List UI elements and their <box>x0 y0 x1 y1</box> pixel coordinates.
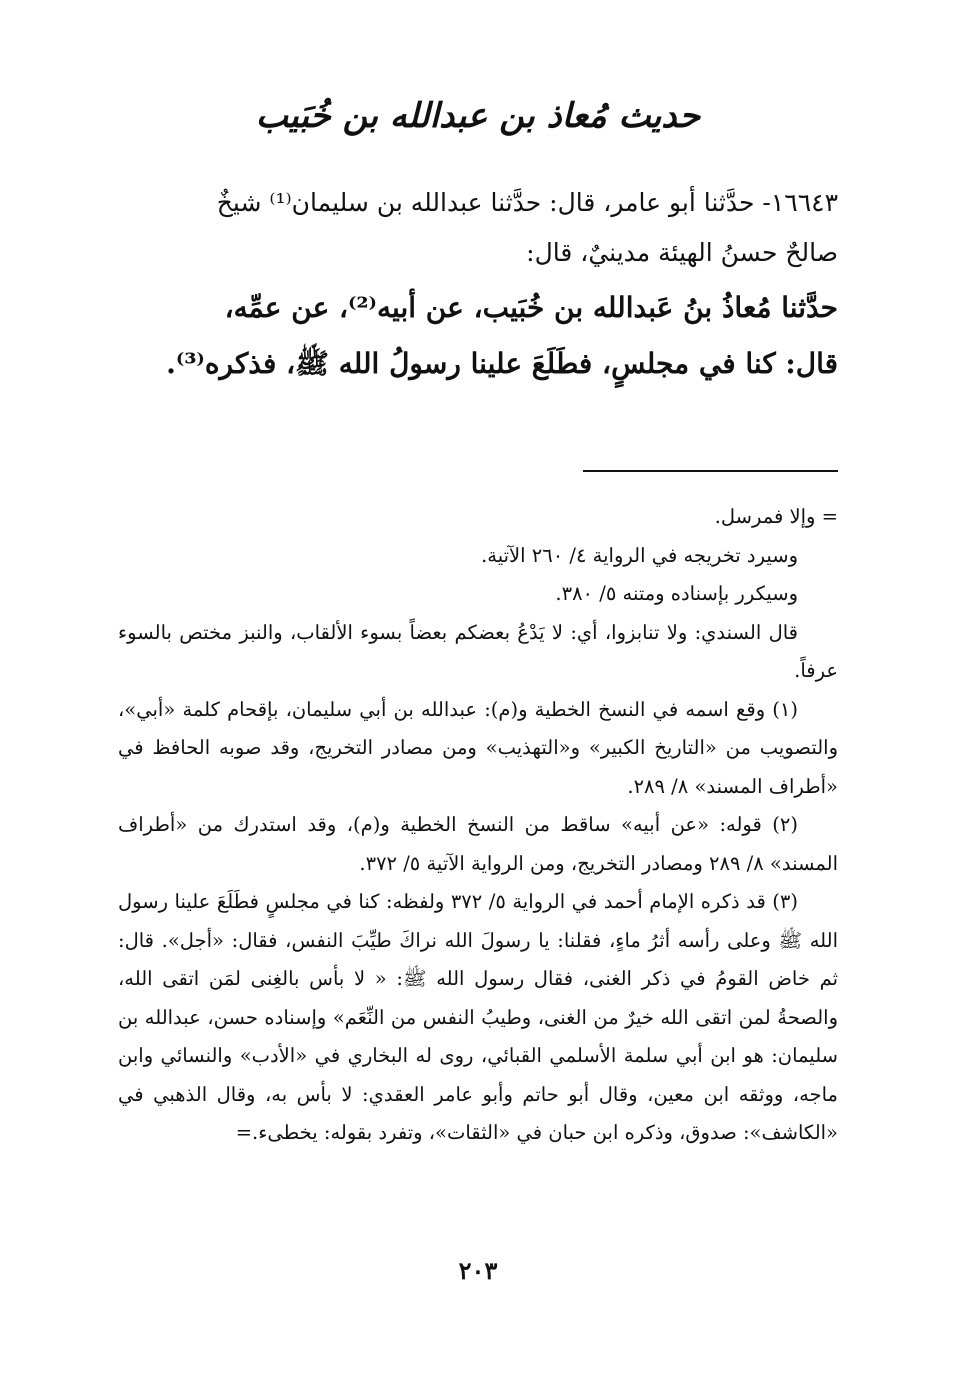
footnote-divider <box>583 470 838 472</box>
footnote-2: (٢) قوله: «عن أبيه» ساقط من النسخ الخطية و(م)، وقد استدرك من «أطراف المسند» ٨/ ٢٨٩ ومصادر التخريج، ومن الرواية الآتية ٥/ ٣٧٢. <box>118 813 838 875</box>
isnad-block <box>118 178 838 278</box>
footnote-continuation: = وإلا فمرسل. <box>714 505 838 528</box>
matn-line-1: حدَّثنا مُعاذُ بنُ عَبدالله بن خُبَيب، عن أبيه⁽²⁾، عن عمِّه، <box>224 291 838 324</box>
footnote-takhrij: وسيرد تخريجه في الرواية ٤/ ٢٦٠ الآتية. <box>481 543 798 567</box>
footnote-sindi: قال السندي: ولا تنابزوا، أي: لا يَدْعُ بعضكم بعضاً بسوء الألقاب، والنبز مختص بالسوء عرفاً. <box>118 620 838 682</box>
footnote-repeat: وسيكرر بإسناده ومتنه ٥/ ٣٨٠. <box>555 582 798 605</box>
isnad-line-2: صالحٌ حسنُ الهيئة مدينيٌ، قال: <box>526 238 838 267</box>
matn-block <box>118 280 838 392</box>
page-number: ٢٠٣ <box>458 1256 498 1285</box>
footnotes <box>118 498 838 1153</box>
footnote-3: (٣) قد ذكره الإمام أحمد في الرواية ٥/ ٣٧٢ ولفظه: كنا في مجلسٍ فطَلَعَ علينا رسول الله ﷺ وعلى رأسه أثرُ ماءٍ، فقلنا: يا رسولَ الله نراكَ طيِّبَ النفس، فقال: «أجل». قال: ثم خاض القومُ في ذكر الغنى، فقال رسول الله ﷺ: « لا بأس بالغِنى لمَن اتقى الله، والصحةُ لمن اتقى الله خيرٌ من الغنى، وطيبُ النفس من النِّعَم» وإسناده حسن، عبدالله بن سليمان: هو ابن أبي سلمة الأسلمي القبائي، روى له البخاري في «الأدب» والنسائي وابن ماجه، ووثقه ابن معين، وقال أبو حاتم وأبو عامر العقدي: لا بأس به، وقال الذهبي في «الكاشف»: صدوق، وذكره ابن حبان في «الثقات»، وتفرد بقوله: يخطىء.= <box>118 890 838 1144</box>
matn-line-2: قال: كنا في مجلسٍ، فطَلَعَ علينا رسولُ الله ﷺ، فذكره⁽³⁾. <box>166 347 838 380</box>
isnad-line-1: ١٦٦٤٣- حدَّثنا أبو عامر، قال: حدَّثنا عبدالله بن سليمان⁽¹⁾ شيخٌ <box>216 188 838 217</box>
footnote-1: (١) وقع اسمه في النسخ الخطية و(م): عبدالله بن أبي سليمان، بإقحام كلمة «أبي»، والتصويب من «التاريخ الكبير» و«التهذيب» ومن مصادر التخريج، وقد صوبه الحافظ في «أطراف المسند» ٨/ ٢٨٩. <box>118 697 838 798</box>
chapter-title: حديث مُعاذ بن عبدالله بن خُبَيب <box>255 96 701 136</box>
